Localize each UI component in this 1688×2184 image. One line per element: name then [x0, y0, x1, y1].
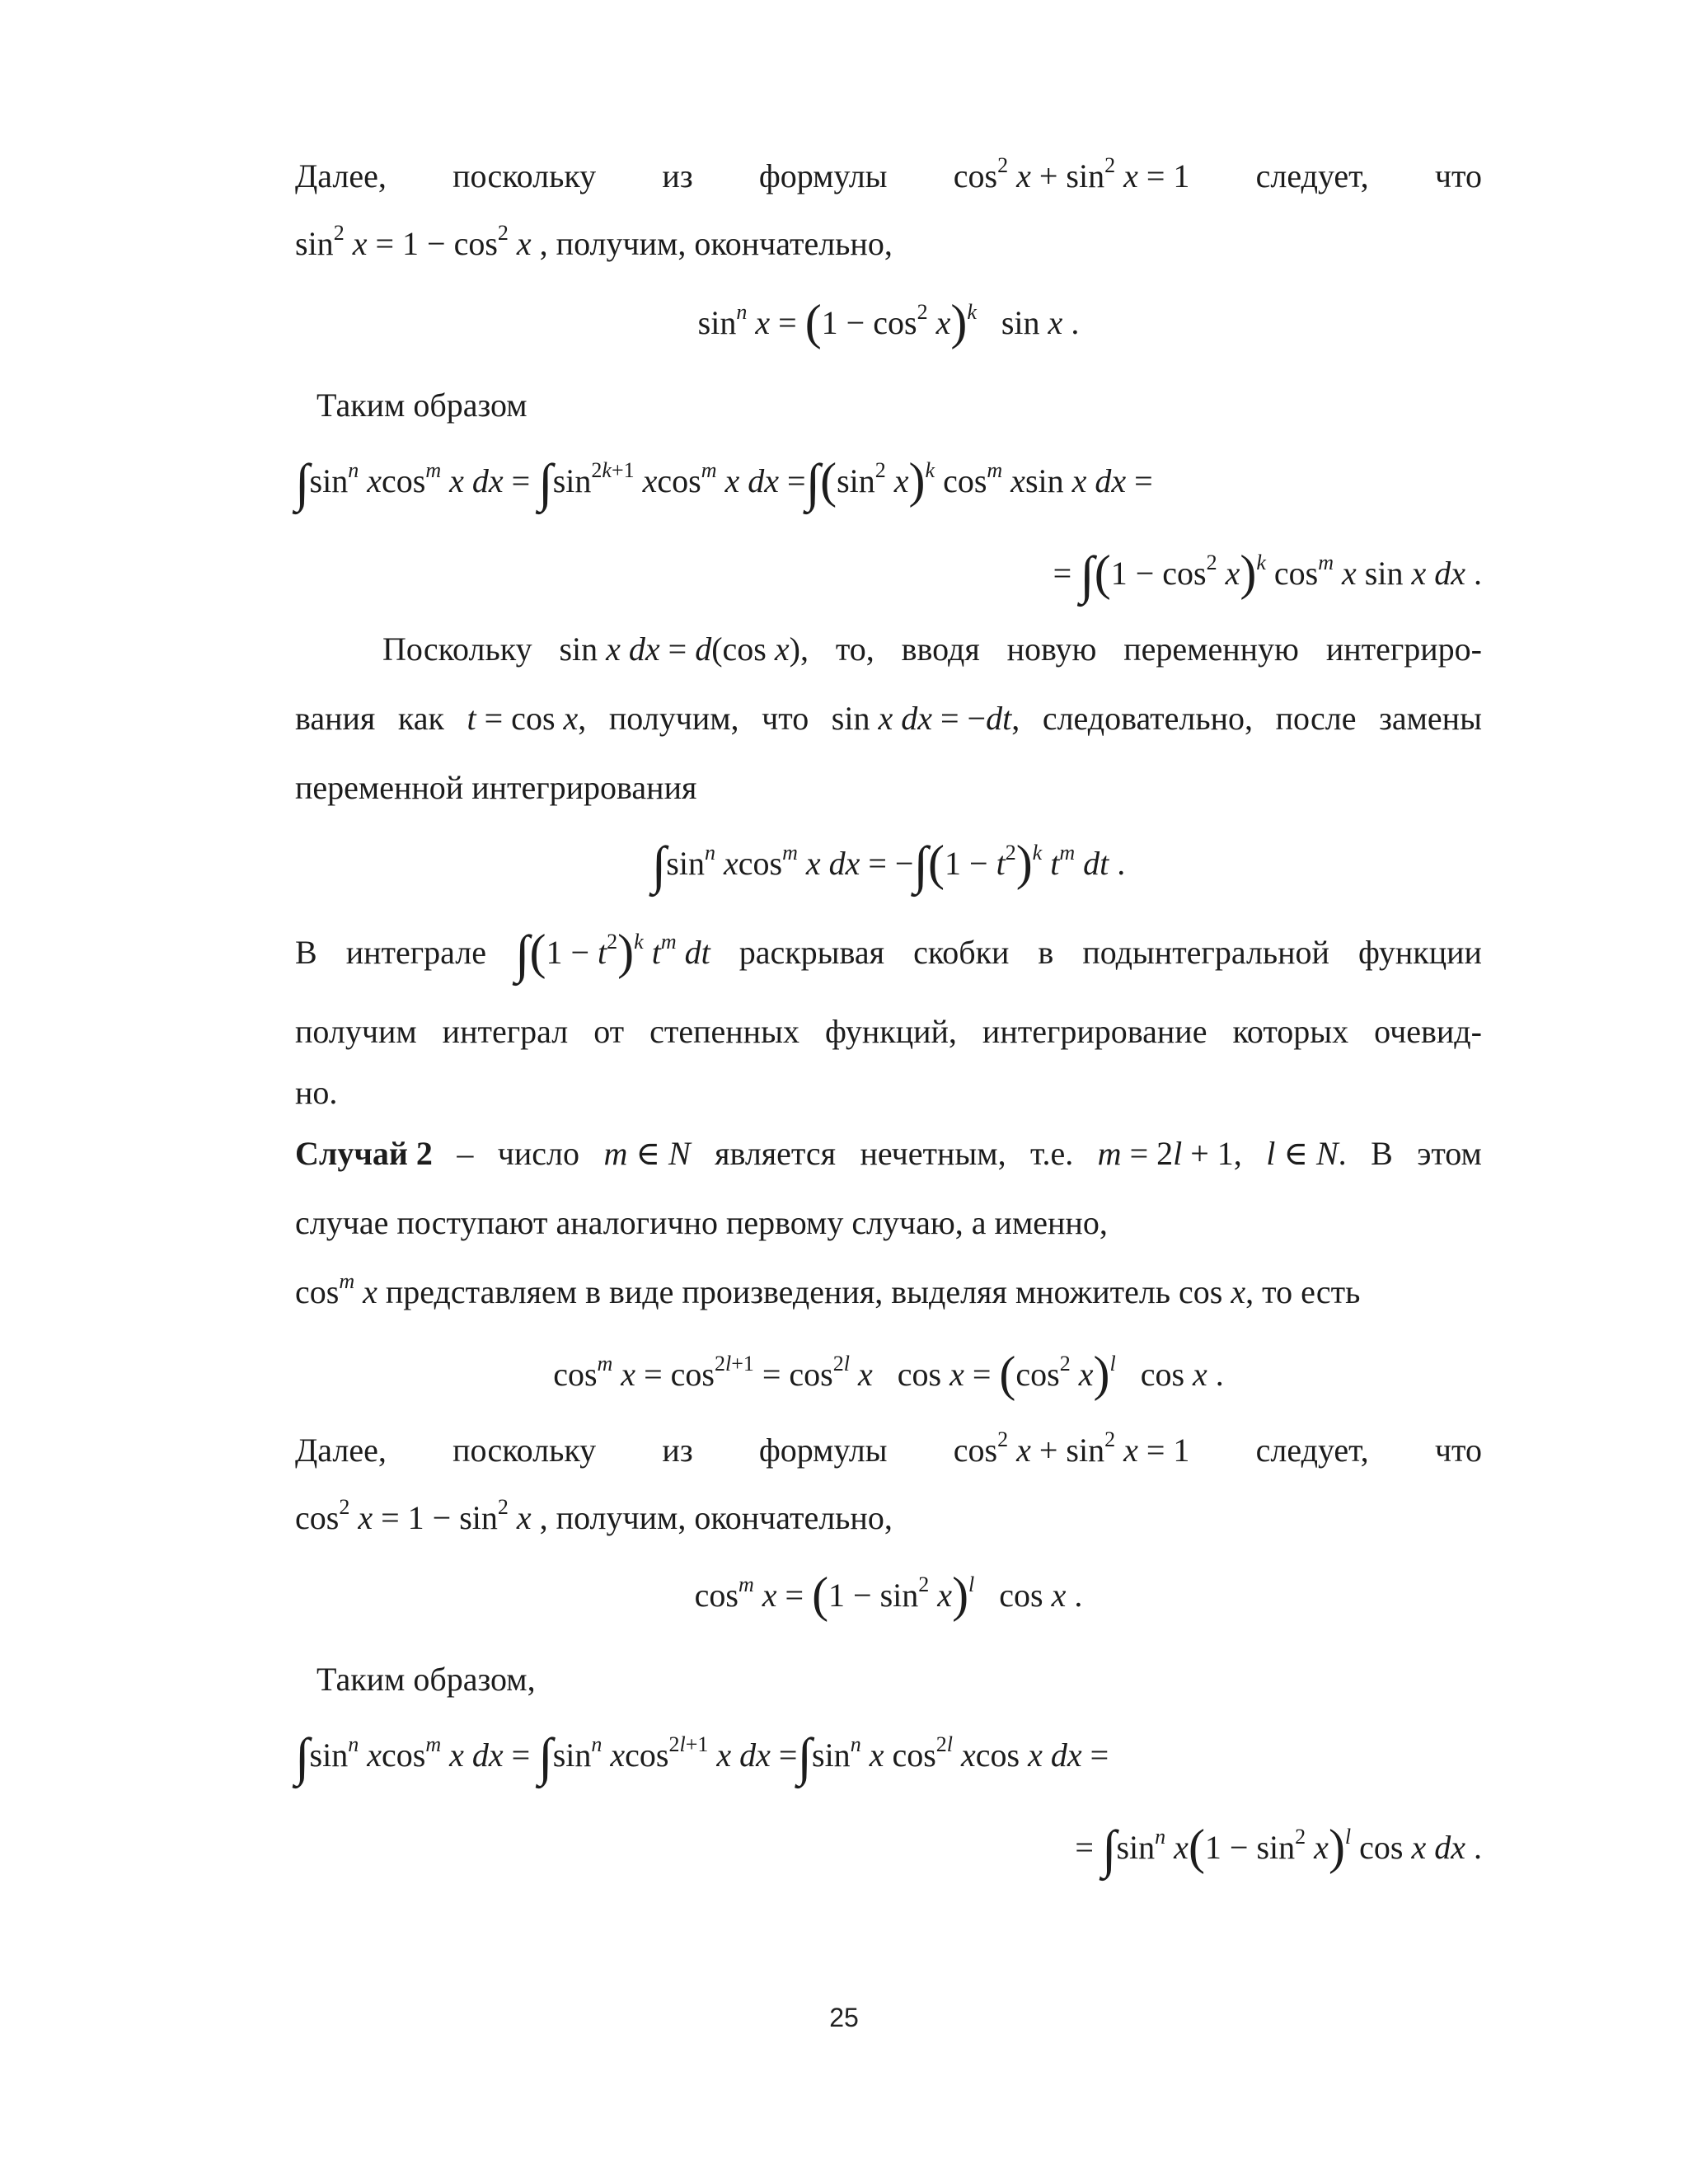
equation: = $\int(1 - \cos^2 x)^k$ $\cos^m x$ sin x dx . [1053, 546, 1482, 604]
word: формулы [758, 1432, 888, 1469]
text-line: Случай 2 – число m ∈ N является нечетным, т.е. m = 2l + 1, l ∈ N. В этом [295, 1135, 1482, 1172]
text-line: Таким образом, [316, 1661, 536, 1698]
text-line [295, 153, 1482, 196]
word: поскольку [452, 157, 597, 194]
text-line: В интеграле $\int(1 - t^2)^k$ $t^m$ dt раскрывая скобки в подынтегральной функции [295, 925, 1482, 983]
text-line: получим интеграл от степенных функций, интегрирование которых очевид- [295, 1013, 1482, 1050]
equation: $\int\sin^n$ xcos$^m$ x dx = $\int\sin^n$ xcos$^{2l+1}$ x dx $=\int\sin^n$ x $\cos^{2l} xcos$ x dx = [295, 1727, 1109, 1786]
word: следует, [1255, 157, 1369, 194]
text-line: но. [295, 1074, 338, 1111]
word: что [1434, 1432, 1482, 1469]
word: формулы [758, 157, 888, 194]
text-line: случае поступают аналогично первому случаю, а именно, [295, 1204, 1108, 1241]
formula: $\cos^2 x + \sin^2 x = 1$ [953, 153, 1190, 194]
word: из [662, 1432, 693, 1469]
equation: $\int\sin^n$ xcos$^m$ x dx = $-\int(1 - t^2)^k$ $t^m$ dt . [651, 836, 1126, 894]
equation: $\cos^m x = \cos^{2l+1} = \cos^{2l} x$ $\cos x = (\cos^2$ x)$^l$ cos x . [553, 1347, 1224, 1401]
word: следует, [1255, 1432, 1369, 1469]
text-line: Поскольку sin x dx = d(cos x), то, вводя новую переменную интегриро- [382, 630, 1482, 668]
text-line: Таким образом [316, 387, 528, 424]
page-number: 25 [829, 2003, 859, 2032]
equation: $\sin^n x = (1 - \cos^2 x)^k$ sin x . [697, 295, 1080, 349]
word: из [662, 157, 693, 194]
word: Далее, [295, 157, 387, 194]
text-line: $\cos^m x$ представляем в виде произведения, выделяя множитель cos x, то есть [295, 1269, 1361, 1310]
word: что [1434, 157, 1482, 194]
word: Далее, [295, 1432, 387, 1469]
text-line: переменной интегрирования [295, 769, 697, 806]
equation: $\cos^m x = (1 - \sin^2 x)^l$ cos x . [694, 1568, 1083, 1622]
text-line: $\sin^2 x = 1 - \cos^2 x$ , получим, окончательно, [295, 221, 893, 262]
formula: $\cos^2 x + \sin^2 x = 1$ [953, 1427, 1190, 1469]
equation: = $\int\sin^n$ $x(1 - \sin^2 x)^l$ cos x dx . [1075, 1820, 1482, 1878]
equation: $\int\sin^n$ xcos$^m$ x dx = $\int\sin^{2k+1}$ xcos$^m$ x dx $=\int(\sin^2$ x)$^k$ $\cos^m xsin$ x dx = [295, 453, 1153, 512]
text-line: вания как t = cos x, получим, что sin x dx = −dt, следовательно, после замены [295, 700, 1482, 737]
text-line [295, 1427, 1482, 1470]
word: поскольку [452, 1432, 597, 1469]
text-line: $\cos^2 x = 1 - \sin^2 x$ , получим, окончательно, [295, 1495, 893, 1536]
